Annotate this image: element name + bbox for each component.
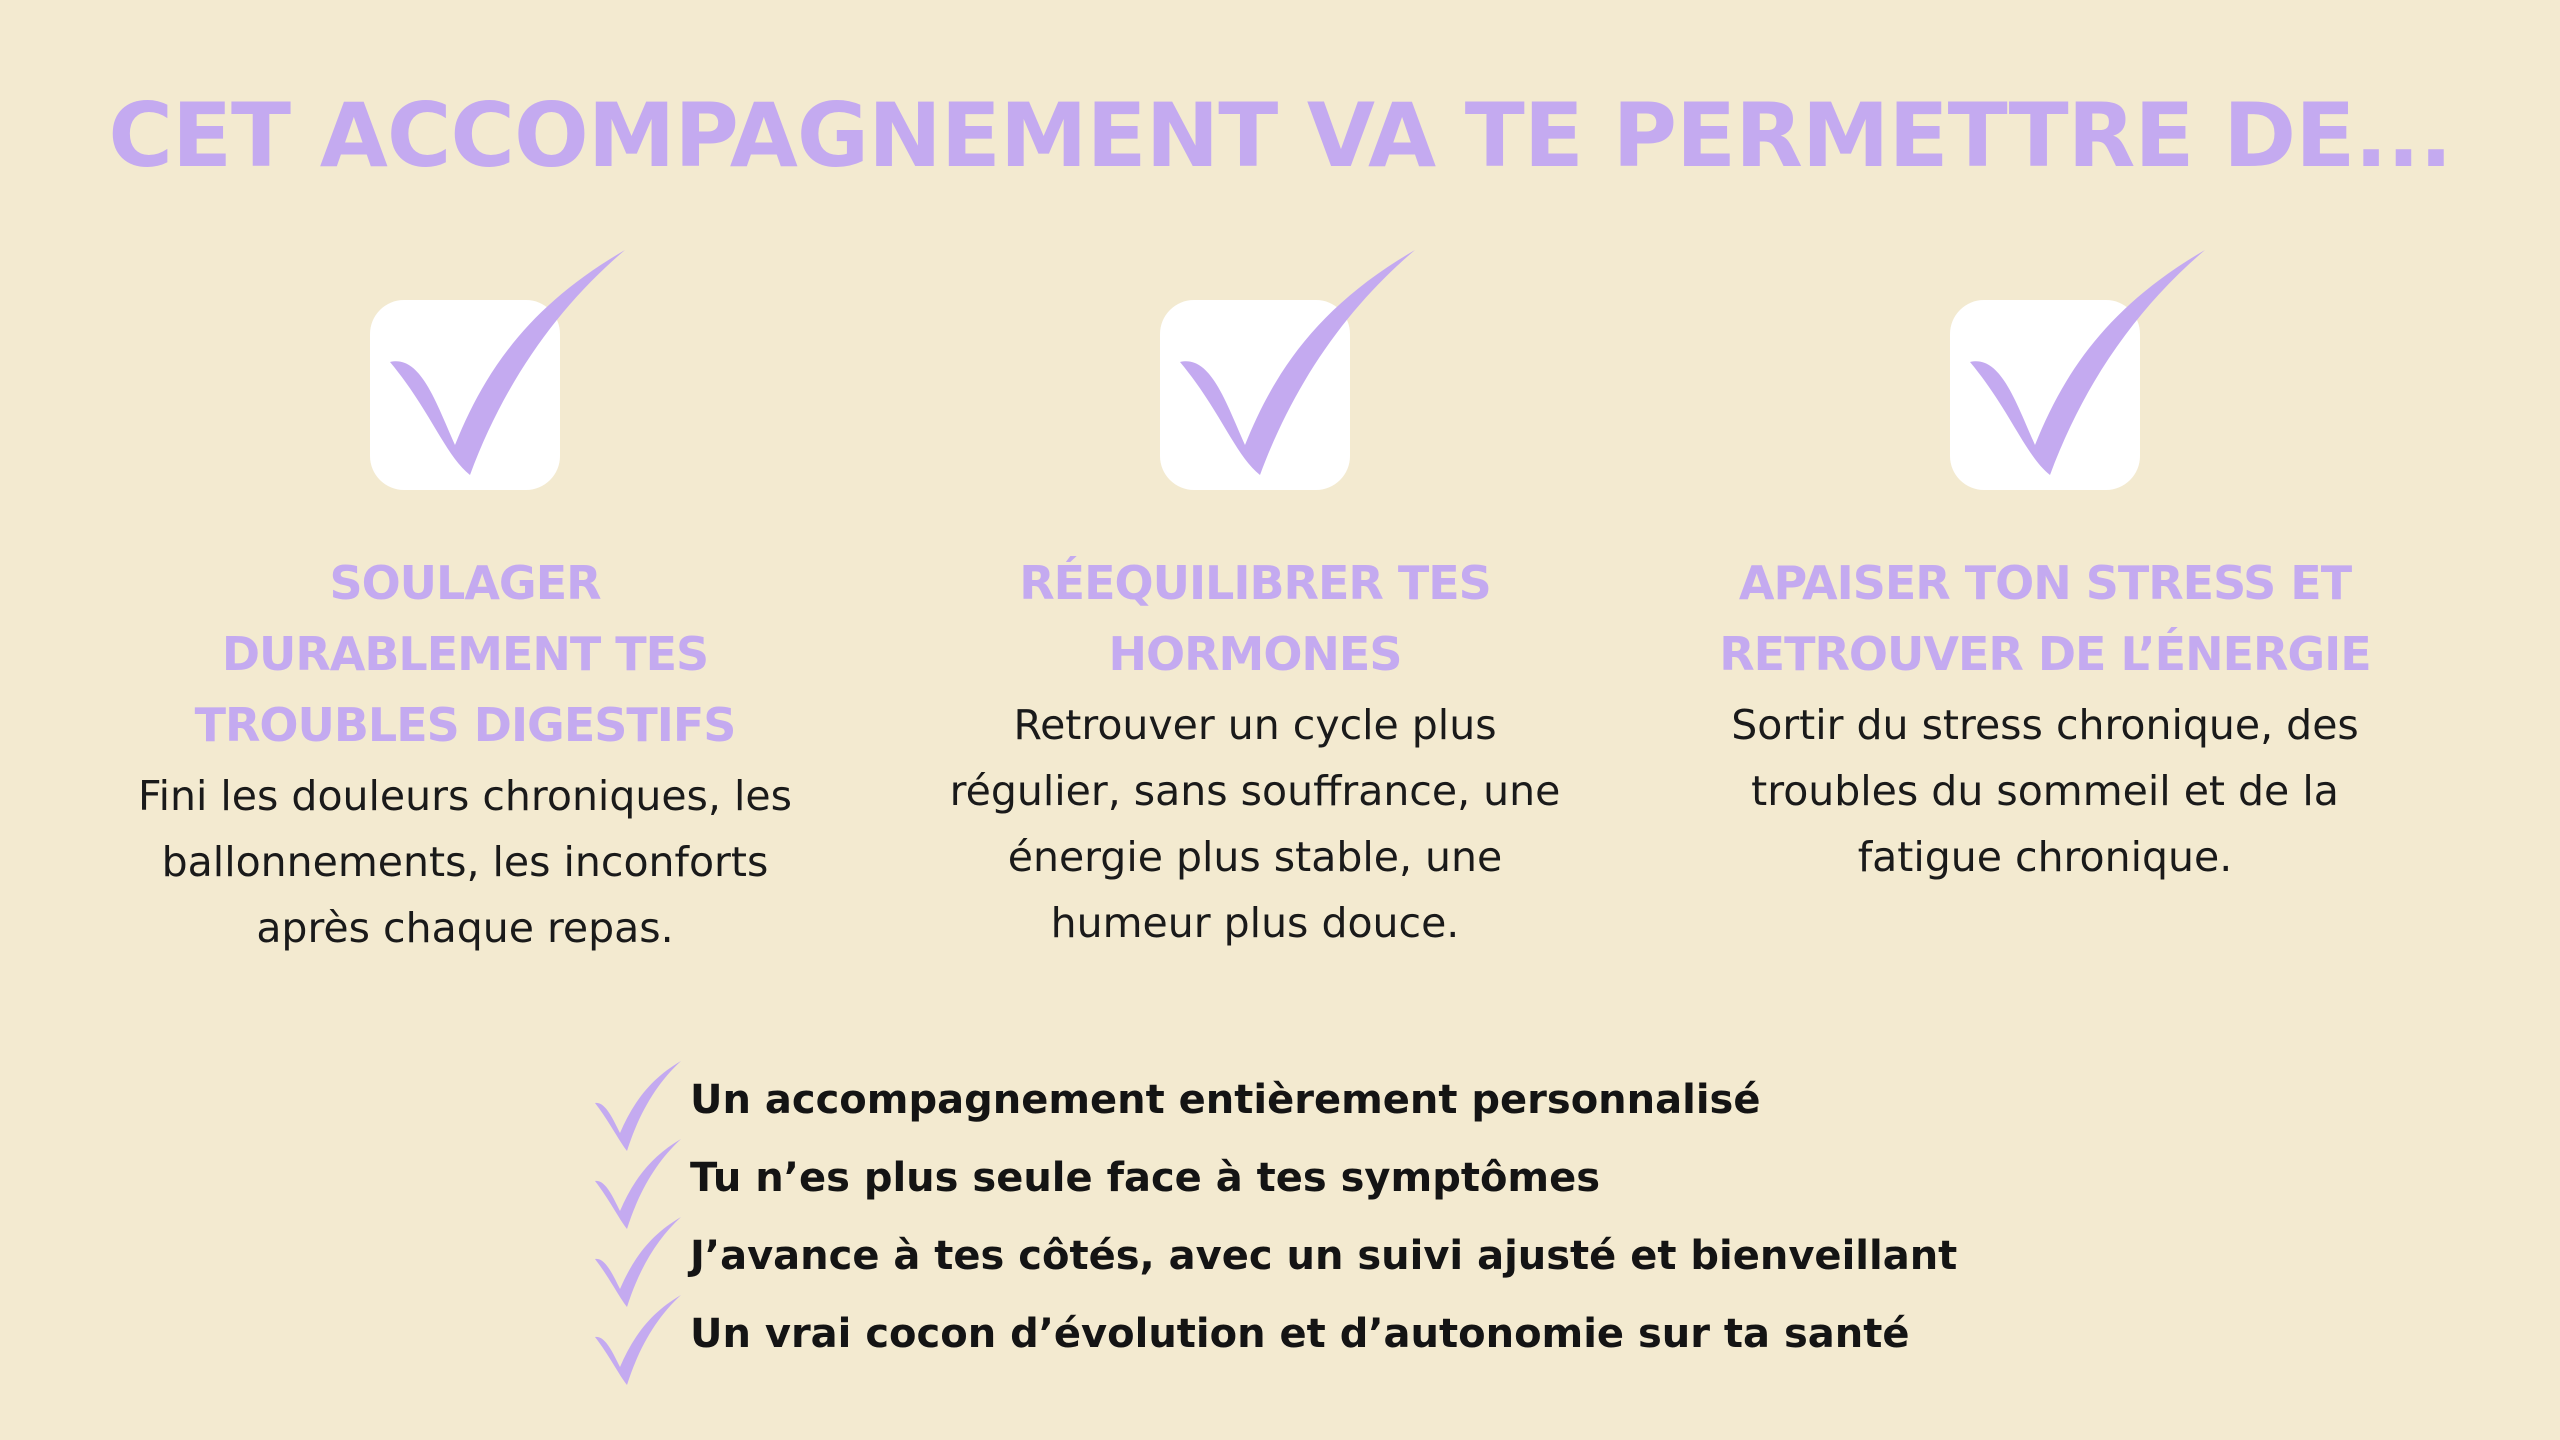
benefit-list (595, 1065, 1957, 1377)
list-item (595, 1299, 1957, 1377)
checkmark-icon (595, 1217, 681, 1307)
benefit-column-stress (1685, 250, 2405, 890)
check-tile (1160, 300, 1350, 490)
benefit-column-hormones (895, 250, 1615, 956)
column-description: Fini les douleurs chroniques, les ballonnements, les inconforts après chaque repas. (138, 772, 792, 952)
page-title: CET ACCOMPAGNEMENT VA TE PERMETTRE DE... (108, 84, 2452, 187)
checkmark-icon (595, 1139, 681, 1229)
list-item (595, 1065, 1957, 1143)
column-description: Sortir du stress chronique, des troubles du sommeil et de la fatigue chronique. (1731, 701, 2359, 881)
benefit-text: Un accompagnement entièrement personnalisé (690, 1077, 1761, 1123)
benefit-text: Un vrai cocon d’évolution et d’autonomie sur ta santé (690, 1311, 1910, 1357)
column-heading: APAISER TON STRESS ET RETROUVER DE L’ÉNERGIE (1719, 556, 2371, 681)
benefit-column-digestion (105, 250, 825, 961)
column-description: Retrouver un cycle plus régulier, sans souffrance, une énergie plus stable, une humeur plus douce. (949, 701, 1561, 947)
check-tile (1950, 300, 2140, 490)
list-item (595, 1143, 1957, 1221)
column-heading: SOULAGER DURABLEMENT TES TROUBLES DIGESTIFS (194, 556, 736, 752)
checkmark-icon (595, 1295, 681, 1385)
checkmark-icon (595, 1061, 681, 1151)
benefit-text: Tu n’es plus seule face à tes symptômes (690, 1155, 1601, 1201)
checkmark-icon (390, 250, 630, 490)
list-item (595, 1221, 1957, 1299)
benefit-text: J’avance à tes côtés, avec un suivi ajusté et bienveillant (690, 1233, 1958, 1279)
check-tile (370, 300, 560, 490)
checkmark-icon (1180, 250, 1420, 490)
column-heading: RÉEQUILIBRER TES HORMONES (1019, 556, 1491, 681)
checkmark-icon (1970, 250, 2210, 490)
